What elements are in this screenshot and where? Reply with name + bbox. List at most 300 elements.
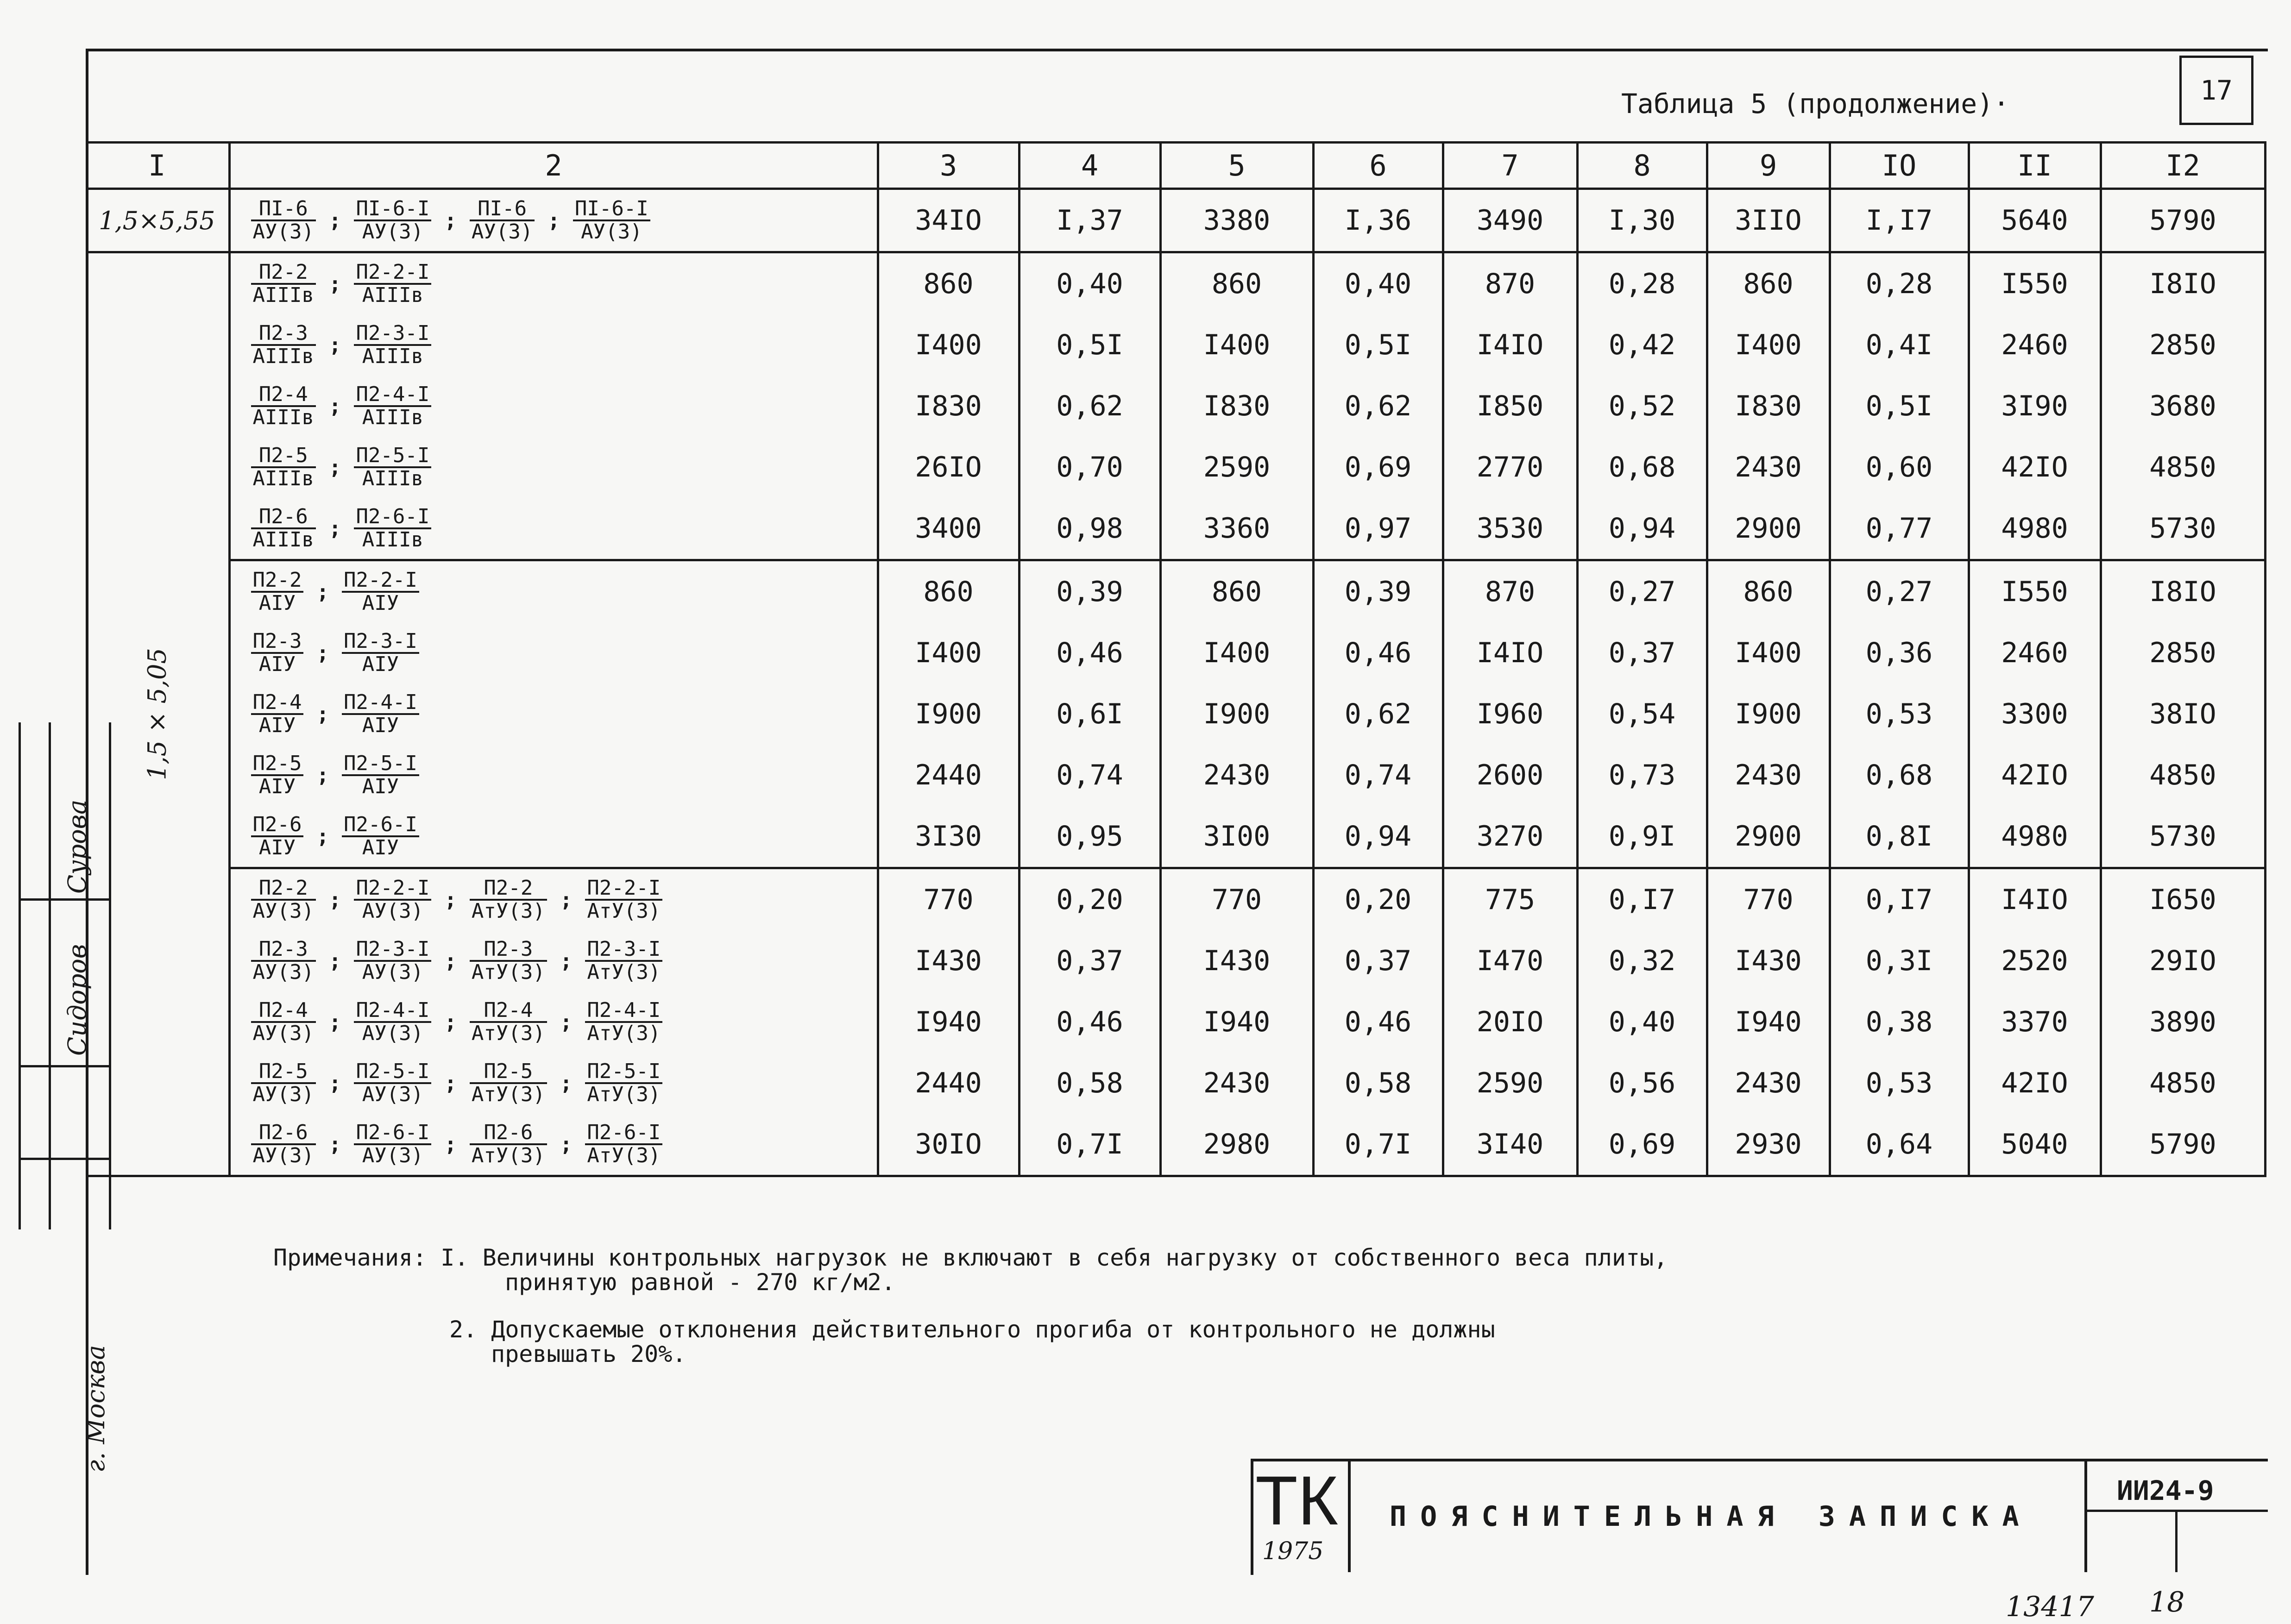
mark-denominator: АIIIв — [252, 467, 314, 490]
value-cell: 0,40 — [1577, 991, 1707, 1053]
note-1-number: I. — [441, 1244, 469, 1271]
value-cell: 0,46 — [1313, 622, 1443, 683]
mark-fraction — [354, 384, 431, 428]
value-cell: 2440 — [878, 745, 1019, 806]
value-cell: 2430 — [1707, 1053, 1830, 1114]
table-row — [86, 252, 2265, 315]
city-label: г. Москва — [81, 1345, 110, 1473]
value-cell: 3370 — [1969, 991, 2101, 1053]
mark-fraction — [354, 506, 431, 551]
value-cell: I940 — [1160, 991, 1313, 1053]
mark-denominator: АтУ(3) — [471, 1083, 545, 1106]
column-header: 6 — [1313, 143, 1443, 189]
mark-denominator: АтУ(3) — [587, 960, 661, 984]
mark-numerator: П2-4 — [251, 384, 316, 407]
separator: ; — [560, 1010, 573, 1034]
mark-fraction — [342, 631, 419, 675]
mark-denominator: АУ(3) — [362, 1144, 424, 1167]
mark-cell — [229, 991, 878, 1053]
mark-denominator: АУ(3) — [252, 1144, 314, 1167]
mark-fraction — [251, 814, 304, 859]
mark-fraction — [354, 939, 431, 983]
mark-numerator: П2-2-I — [585, 878, 662, 901]
separator: ; — [444, 1010, 457, 1034]
value-cell: 0,5I — [1019, 314, 1160, 376]
mark-cell — [229, 1053, 878, 1114]
value-cell: 2440 — [878, 1053, 1019, 1114]
value-cell: 5790 — [2101, 189, 2265, 252]
value-cell: 0,62 — [1313, 376, 1443, 437]
value-cell: 0,27 — [1577, 560, 1707, 623]
value-cell: 3360 — [1160, 498, 1313, 560]
value-cell: 0,46 — [1019, 622, 1160, 683]
mark-cell — [229, 745, 878, 806]
mark-numerator: П2-2 — [470, 878, 547, 901]
value-cell: I430 — [1707, 930, 1830, 991]
mark-cell — [229, 437, 878, 498]
mark-numerator: П2-6 — [470, 1122, 547, 1145]
mark-fraction — [251, 878, 316, 922]
document-title: ПОЯСНИТЕЛЬНАЯ ЗАПИСКА — [1390, 1500, 2033, 1533]
mark-numerator: П2-2 — [251, 570, 304, 593]
value-cell: 4850 — [2101, 745, 2265, 806]
value-cell: I900 — [1707, 683, 1830, 745]
value-cell: 2430 — [1160, 745, 1313, 806]
column-header: 8 — [1577, 143, 1707, 189]
value-cell: 2430 — [1707, 745, 1830, 806]
mark-numerator: ПI-6-I — [573, 198, 650, 221]
mark-numerator: П2-5 — [251, 445, 316, 468]
mark-denominator: АтУ(3) — [471, 899, 545, 923]
value-cell: 0,53 — [1830, 1053, 1969, 1114]
mark-denominator: АтУ(3) — [471, 960, 545, 984]
approver-signature: Сидоров — [63, 944, 92, 1056]
value-cell: 770 — [1707, 868, 1830, 931]
value-cell: 5790 — [2101, 1114, 2265, 1176]
mark-fraction — [354, 198, 431, 243]
mark-fraction — [342, 570, 419, 614]
value-cell: 860 — [878, 252, 1019, 315]
mark-denominator: АIIIв — [362, 467, 424, 490]
mark-numerator: ПI-6 — [470, 198, 535, 221]
table-row — [86, 314, 2265, 376]
value-cell: I8IO — [2101, 560, 2265, 623]
value-cell: 5640 — [1969, 189, 2101, 252]
value-cell: 2900 — [1707, 498, 1830, 560]
mark-numerator: П2-2-I — [354, 878, 431, 901]
value-cell: 0,9I — [1577, 806, 1707, 868]
table-row — [86, 991, 2265, 1053]
mark-denominator: АУ(3) — [252, 1083, 314, 1106]
mark-fraction — [354, 445, 431, 489]
mark-cell — [229, 314, 878, 376]
value-cell: 0,97 — [1313, 498, 1443, 560]
table-row — [86, 376, 2265, 437]
column-header: 9 — [1707, 143, 1830, 189]
value-cell: 5730 — [2101, 806, 2265, 868]
column-header: 7 — [1443, 143, 1577, 189]
mark-fraction — [470, 939, 547, 983]
value-cell: 0,5I — [1313, 314, 1443, 376]
separator: ; — [328, 1071, 341, 1095]
mark-numerator: П2-6-I — [585, 1122, 662, 1145]
archive-number: 13417 — [2006, 1591, 2094, 1623]
value-cell: 34IO — [878, 189, 1019, 252]
column-header: 5 — [1160, 143, 1313, 189]
value-cell: 0,58 — [1019, 1053, 1160, 1114]
mark-fraction — [585, 878, 662, 922]
mark-fraction — [354, 1000, 431, 1044]
mark-denominator: АIIIв — [252, 406, 314, 429]
mark-fraction — [573, 198, 650, 243]
mark-fraction — [251, 1122, 316, 1166]
mark-fraction — [251, 445, 316, 489]
value-cell: 2900 — [1707, 806, 1830, 868]
mark-fraction — [251, 692, 304, 736]
value-cell: 0,69 — [1577, 1114, 1707, 1176]
separator: ; — [328, 208, 341, 232]
mark-numerator: П2-3-I — [342, 631, 419, 654]
table-row — [86, 745, 2265, 806]
mark-numerator: П2-6 — [251, 814, 304, 837]
value-cell: 2430 — [1160, 1053, 1313, 1114]
value-cell: 5730 — [2101, 498, 2265, 560]
separator: ; — [316, 702, 329, 726]
value-cell: 26IO — [878, 437, 1019, 498]
mark-denominator: АтУ(3) — [471, 1022, 545, 1045]
mark-denominator: АIIIв — [362, 406, 424, 429]
mark-fraction — [251, 384, 316, 428]
value-cell: 0,53 — [1830, 683, 1969, 745]
mark-fraction — [251, 570, 304, 614]
separator: ; — [328, 1010, 341, 1034]
document-code: ИИ24-9 — [2117, 1475, 2214, 1506]
value-cell: 3I40 — [1443, 1114, 1577, 1176]
mark-numerator: П2-2 — [251, 262, 316, 285]
mark-denominator: АтУ(3) — [587, 899, 661, 923]
column-header: II — [1969, 143, 2101, 189]
value-cell: 0,38 — [1830, 991, 1969, 1053]
value-cell: I830 — [1160, 376, 1313, 437]
mark-denominator: АУ(3) — [362, 960, 424, 984]
value-cell: 3380 — [1160, 189, 1313, 252]
mark-denominator: АIIIв — [252, 283, 314, 307]
value-cell: 0,46 — [1019, 991, 1160, 1053]
value-cell: 0,3I — [1830, 930, 1969, 991]
note-2-text-cont: превышать 20%. — [491, 1340, 686, 1367]
value-cell: 0,5I — [1830, 376, 1969, 437]
mark-fraction — [470, 198, 535, 243]
value-cell: 4850 — [2101, 437, 2265, 498]
mark-cell — [229, 930, 878, 991]
value-cell: 0,37 — [1313, 930, 1443, 991]
mark-numerator: П2-5 — [251, 1061, 316, 1084]
mark-fraction — [251, 1000, 316, 1044]
mark-numerator: П2-3 — [251, 323, 316, 346]
value-cell: 2430 — [1707, 437, 1830, 498]
separator: ; — [548, 208, 560, 232]
mark-denominator: АIIIв — [362, 345, 424, 368]
dimension-cell: 1,5×5,55 — [86, 189, 229, 252]
mark-numerator: П2-3-I — [585, 939, 662, 962]
mark-denominator: АIУ — [258, 714, 296, 737]
value-cell: I4IO — [1969, 868, 2101, 931]
value-cell: 0,8I — [1830, 806, 1969, 868]
mark-denominator: АУ(3) — [252, 1022, 314, 1045]
mark-fraction — [354, 878, 431, 922]
value-cell: 860 — [1707, 560, 1830, 623]
mark-numerator: П2-2-I — [342, 570, 419, 593]
mark-denominator: АIУ — [258, 775, 296, 798]
value-cell: 3490 — [1443, 189, 1577, 252]
separator: ; — [444, 208, 457, 232]
value-cell: 2770 — [1443, 437, 1577, 498]
value-cell: I,I7 — [1830, 189, 1969, 252]
value-cell: 0,I7 — [1830, 868, 1969, 931]
value-cell: 860 — [878, 560, 1019, 623]
mark-fraction — [585, 1122, 662, 1166]
value-cell: 0,60 — [1830, 437, 1969, 498]
value-cell: 0,52 — [1577, 376, 1707, 437]
value-cell: I960 — [1443, 683, 1577, 745]
value-cell: 0,20 — [1019, 868, 1160, 931]
value-cell: 0,4I — [1830, 314, 1969, 376]
note-1-text-cont: принятую равной - 270 кг/м2. — [505, 1268, 895, 1296]
value-cell: 860 — [1707, 252, 1830, 315]
value-cell: 860 — [1160, 560, 1313, 623]
mark-fraction — [251, 506, 316, 551]
value-cell: 3I30 — [878, 806, 1019, 868]
value-cell: 0,46 — [1313, 991, 1443, 1053]
separator: ; — [444, 1132, 457, 1156]
mark-fraction — [470, 1000, 547, 1044]
mark-fraction — [251, 939, 316, 983]
value-cell: 0,64 — [1830, 1114, 1969, 1176]
value-cell: 0,36 — [1830, 622, 1969, 683]
mark-denominator: АтУ(3) — [587, 1144, 661, 1167]
mark-fraction — [251, 198, 316, 243]
separator: ; — [328, 394, 341, 418]
dimension-label: 1,5 × 5,05 — [142, 648, 172, 780]
mark-numerator: П2-2 — [251, 878, 316, 901]
value-cell: 2520 — [1969, 930, 2101, 991]
value-cell: 20IO — [1443, 991, 1577, 1053]
mark-denominator: АтУ(3) — [471, 1144, 545, 1167]
table-row — [86, 1114, 2265, 1176]
value-cell: 0,39 — [1019, 560, 1160, 623]
value-cell: 3890 — [2101, 991, 2265, 1053]
dimension-cell — [86, 252, 229, 1176]
mark-cell — [229, 376, 878, 437]
value-cell: I430 — [878, 930, 1019, 991]
value-cell: 2590 — [1160, 437, 1313, 498]
value-cell: 0,7I — [1019, 1114, 1160, 1176]
mark-numerator: П2-5-I — [585, 1061, 662, 1084]
value-cell: 0,62 — [1313, 683, 1443, 745]
value-cell: 2600 — [1443, 745, 1577, 806]
value-cell: I940 — [1707, 991, 1830, 1053]
value-cell: 775 — [1443, 868, 1577, 931]
column-header: IO — [1830, 143, 1969, 189]
table-row — [86, 437, 2265, 498]
table-row — [86, 683, 2265, 745]
table-row — [86, 622, 2265, 683]
mark-cell — [229, 560, 878, 623]
mark-fraction — [585, 939, 662, 983]
mark-denominator: АтУ(3) — [587, 1022, 661, 1045]
value-cell: I550 — [1969, 252, 2101, 315]
value-cell: 0,74 — [1313, 745, 1443, 806]
value-cell: 42IO — [1969, 1053, 2101, 1114]
note-1-text: Величины контрольных нагрузок не включают в себя нагрузку от собственного веса плиты, — [482, 1244, 1668, 1271]
value-cell: 3680 — [2101, 376, 2265, 437]
mark-denominator: АIУ — [362, 591, 399, 615]
value-cell: 4980 — [1969, 806, 2101, 868]
mark-numerator: П2-6 — [251, 506, 316, 529]
mark-denominator: АУ(3) — [362, 899, 424, 923]
value-cell: 0,27 — [1830, 560, 1969, 623]
value-cell: I830 — [878, 376, 1019, 437]
separator: ; — [560, 1132, 573, 1156]
mark-fraction — [470, 878, 547, 922]
value-cell: 0,39 — [1313, 560, 1443, 623]
page-number: 17 — [2179, 56, 2253, 125]
value-cell: 2590 — [1443, 1053, 1577, 1114]
value-cell: I,36 — [1313, 189, 1443, 252]
mark-fraction — [354, 262, 431, 306]
tk-logo: ТК — [1255, 1461, 1339, 1539]
mark-numerator: П2-3 — [251, 631, 304, 654]
value-cell: 38IO — [2101, 683, 2265, 745]
mark-numerator: П2-6-I — [342, 814, 419, 837]
column-header: 3 — [878, 143, 1019, 189]
separator: ; — [444, 888, 457, 912]
value-cell: 0,70 — [1019, 437, 1160, 498]
table-row — [86, 930, 2265, 991]
table-row — [86, 1053, 2265, 1114]
value-cell: 0,28 — [1830, 252, 1969, 315]
mark-denominator: АУ(3) — [252, 899, 314, 923]
value-cell: 0,69 — [1313, 437, 1443, 498]
value-cell: 2930 — [1707, 1114, 1830, 1176]
value-cell: 3300 — [1969, 683, 2101, 745]
separator: ; — [328, 333, 341, 357]
value-cell: 4980 — [1969, 498, 2101, 560]
mark-numerator: П2-4 — [251, 692, 304, 715]
separator: ; — [316, 641, 329, 665]
value-cell: I850 — [1443, 376, 1577, 437]
separator: ; — [316, 824, 329, 848]
value-cell: 0,95 — [1019, 806, 1160, 868]
table-row — [86, 560, 2265, 623]
mark-fraction — [251, 262, 316, 306]
value-cell: 0,32 — [1577, 930, 1707, 991]
mark-denominator: АУ(3) — [252, 220, 314, 244]
value-cell: 860 — [1160, 252, 1313, 315]
separator: ; — [560, 949, 573, 973]
value-cell: I470 — [1443, 930, 1577, 991]
value-cell: I400 — [878, 314, 1019, 376]
separator: ; — [328, 455, 341, 479]
value-cell: 3530 — [1443, 498, 1577, 560]
separator: ; — [328, 1132, 341, 1156]
mark-numerator: П2-3-I — [354, 939, 431, 962]
value-cell: 5040 — [1969, 1114, 2101, 1176]
mark-denominator: АIУ — [362, 714, 399, 737]
mark-fraction — [251, 323, 316, 367]
mark-numerator: П2-4 — [470, 1000, 547, 1023]
value-cell: I830 — [1707, 376, 1830, 437]
value-cell: I550 — [1969, 560, 2101, 623]
value-cell: 3270 — [1443, 806, 1577, 868]
table-caption: Таблица 5 (продолжение)· — [1621, 88, 2010, 119]
value-cell: 0,77 — [1830, 498, 1969, 560]
value-cell: 2460 — [1969, 622, 2101, 683]
mark-denominator: АУ(3) — [362, 220, 424, 244]
value-cell: I400 — [1160, 622, 1313, 683]
mark-fraction — [251, 631, 304, 675]
value-cell: 2850 — [2101, 622, 2265, 683]
value-cell: I,30 — [1577, 189, 1707, 252]
mark-numerator: П2-4-I — [354, 1000, 431, 1023]
value-cell: 870 — [1443, 252, 1577, 315]
mark-fraction — [251, 1061, 316, 1105]
mark-denominator: АтУ(3) — [587, 1083, 661, 1106]
value-cell: 0,28 — [1577, 252, 1707, 315]
value-cell: I650 — [2101, 868, 2265, 931]
mark-numerator: П2-4-I — [342, 692, 419, 715]
value-cell: 30IO — [878, 1114, 1019, 1176]
separator: ; — [444, 949, 457, 973]
column-header: I — [86, 143, 229, 189]
value-cell: I400 — [878, 622, 1019, 683]
table-row — [86, 806, 2265, 868]
mark-numerator: П2-6-I — [354, 506, 431, 529]
value-cell: 0,6I — [1019, 683, 1160, 745]
mark-numerator: П2-5 — [251, 753, 304, 776]
value-cell: I4IO — [1443, 622, 1577, 683]
mark-fraction — [585, 1061, 662, 1105]
mark-numerator: П2-4-I — [354, 384, 431, 407]
mark-denominator: АIУ — [362, 836, 399, 859]
mark-cell — [229, 252, 878, 315]
mark-denominator: АУ(3) — [471, 220, 533, 244]
mark-denominator: АIIIв — [252, 345, 314, 368]
value-cell: I400 — [1707, 314, 1830, 376]
mark-numerator: П2-6-I — [354, 1122, 431, 1145]
load-table — [86, 141, 2266, 1177]
mark-numerator: П2-5-I — [342, 753, 419, 776]
mark-denominator: АIУ — [362, 775, 399, 798]
value-cell: 0,58 — [1313, 1053, 1443, 1114]
mark-cell — [229, 1114, 878, 1176]
value-cell: 4850 — [2101, 1053, 2265, 1114]
value-cell: 3400 — [878, 498, 1019, 560]
column-header: 2 — [229, 143, 878, 189]
mark-numerator: ПI-6 — [251, 198, 316, 221]
mark-cell — [229, 498, 878, 560]
mark-numerator: П2-3-I — [354, 323, 431, 346]
value-cell: I400 — [1707, 622, 1830, 683]
mark-denominator: АIУ — [362, 652, 399, 676]
mark-fraction — [470, 1122, 547, 1166]
mark-denominator: АIIIв — [362, 528, 424, 552]
value-cell: 2460 — [1969, 314, 2101, 376]
mark-denominator: АУ(3) — [362, 1022, 424, 1045]
mark-denominator: АIIIв — [362, 283, 424, 307]
separator: ; — [444, 1071, 457, 1095]
value-cell: 2850 — [2101, 314, 2265, 376]
